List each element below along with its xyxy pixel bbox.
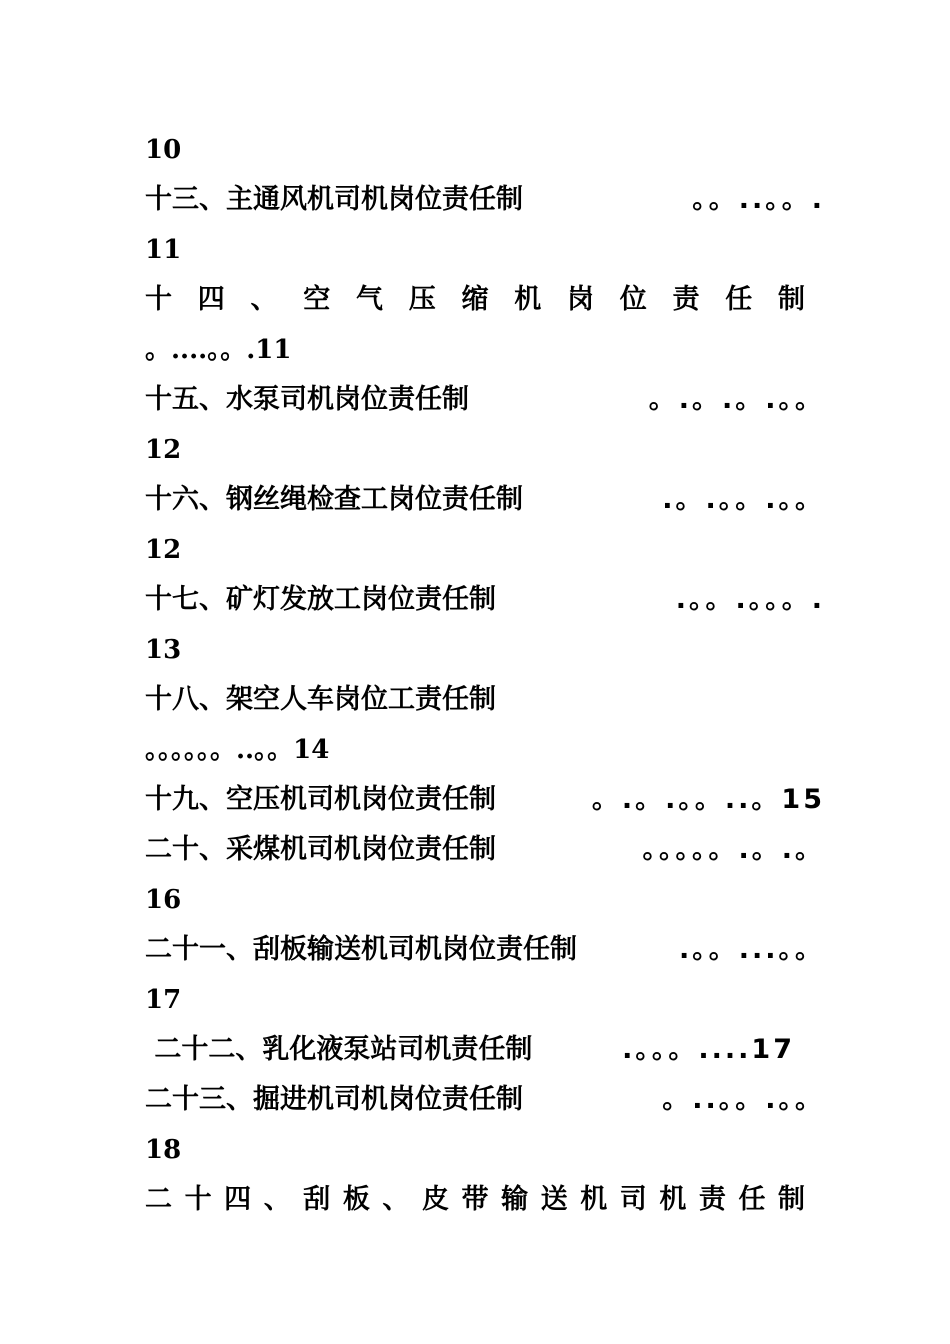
toc-leader-dots: 。。。。。.。.。 (642, 834, 825, 865)
toc-leader-dots: .。。.。。。. (675, 584, 825, 615)
toc-entry-title: 二十、采煤机司机岗位责任制 (145, 834, 496, 865)
toc-entry[interactable] (145, 180, 825, 220)
toc-entry[interactable] (145, 1030, 825, 1070)
toc-page-number (145, 1130, 825, 1170)
page-number-text: 11 (145, 235, 182, 265)
title-char: 皮 (421, 1184, 449, 1215)
title-char: 任 (725, 284, 753, 315)
page-number-text: 12 (145, 435, 182, 465)
toc-entry[interactable] (145, 380, 825, 420)
title-char: 刮 (303, 1184, 331, 1215)
title-char: 缩 (461, 284, 489, 315)
toc-page-number (145, 430, 825, 470)
toc-entry-title: 十五、水泵司机岗位责任制 (145, 384, 469, 415)
toc-entry-title: 二十二、乳化液泵站司机责任制 (145, 1034, 533, 1065)
toc-entry[interactable] (145, 280, 825, 320)
title-char: 任 (738, 1184, 766, 1215)
toc-entry-title: 十八、架空人车岗位工责任制 (145, 684, 496, 715)
title-char: 、 (250, 284, 278, 315)
title-char: 、 (263, 1184, 291, 1215)
page-number-text: 18 (145, 1135, 182, 1165)
title-char: 空 (303, 284, 331, 315)
toc-entry[interactable] (145, 480, 825, 520)
page-number-text: 10 (145, 135, 182, 165)
title-char: 输 (501, 1184, 529, 1215)
title-char: 四 (197, 284, 225, 315)
toc-entry[interactable] (145, 830, 825, 870)
title-char: 板 (342, 1184, 370, 1215)
toc-leader-dots: .。。。....17 (622, 1034, 795, 1065)
toc-leader-dots: .。.。。.。。 (662, 484, 825, 515)
toc-entry[interactable] (145, 580, 825, 620)
toc-entry[interactable] (145, 1080, 825, 1120)
toc-entry-title-spread (145, 280, 805, 320)
title-char: 制 (778, 1184, 805, 1215)
toc-leader-dots: 。..。。.。。 (662, 1084, 825, 1115)
toc-entry-title: 二十一、刮板输送机司机岗位责任制 (145, 934, 577, 965)
toc-page-number (145, 630, 825, 670)
toc-entry[interactable] (145, 680, 825, 720)
page-number-text: 。。。。。。..。。14 (145, 735, 330, 765)
page-number-text: 16 (145, 885, 182, 915)
page-number-text: 12 (145, 535, 182, 565)
title-char: 送 (540, 1184, 568, 1215)
title-char: 、 (382, 1184, 410, 1215)
toc-page-number (145, 330, 825, 370)
toc-leader-dots: 。.。.。。..。15 (591, 784, 825, 815)
title-char: 司 (619, 1184, 647, 1215)
toc-page-number (145, 730, 825, 770)
page-number-text: 。....。。.11 (145, 335, 292, 365)
toc-entry-title: 十六、钢丝绳检查工岗位责任制 (145, 484, 523, 515)
toc-leader-dots: 。。..。。. (692, 184, 825, 215)
toc-page-number (145, 980, 825, 1020)
toc-entry[interactable] (145, 1180, 825, 1220)
toc-entry-title: 十七、矿灯发放工岗位责任制 (145, 584, 496, 615)
title-char: 责 (672, 284, 700, 315)
title-char: 十 (145, 284, 172, 315)
toc-entry[interactable] (145, 780, 825, 820)
title-char: 压 (408, 284, 436, 315)
toc-entry-title: 十三、主通风机司机岗位责任制 (145, 184, 523, 215)
title-char: 制 (778, 284, 805, 315)
title-char: 机 (659, 1184, 687, 1215)
toc-page-number (145, 880, 825, 920)
title-char: 位 (619, 284, 647, 315)
title-char: 四 (224, 1184, 252, 1215)
title-char: 责 (698, 1184, 726, 1215)
toc-entry-title-spread (145, 1180, 805, 1220)
title-char: 带 (461, 1184, 489, 1215)
title-char: 气 (356, 284, 383, 315)
title-char: 十 (184, 1184, 212, 1215)
title-char: 岗 (567, 284, 594, 315)
title-char: 机 (514, 284, 542, 315)
toc-entry-title: 十九、空压机司机岗位责任制 (145, 784, 496, 815)
title-char: 二 (145, 1184, 172, 1215)
toc-entry-title: 二十三、掘进机司机岗位责任制 (145, 1084, 523, 1115)
toc-leader-dots: 。.。.。.。。 (648, 384, 825, 415)
title-char: 机 (580, 1184, 608, 1215)
page-number-text: 13 (145, 635, 182, 665)
toc-page-number (145, 530, 825, 570)
toc-page-number (145, 130, 825, 170)
toc-page-number (145, 230, 825, 270)
toc-entry[interactable] (145, 930, 825, 970)
page-number-text: 17 (145, 985, 182, 1015)
toc-leader-dots: .。。...。。 (678, 934, 825, 965)
